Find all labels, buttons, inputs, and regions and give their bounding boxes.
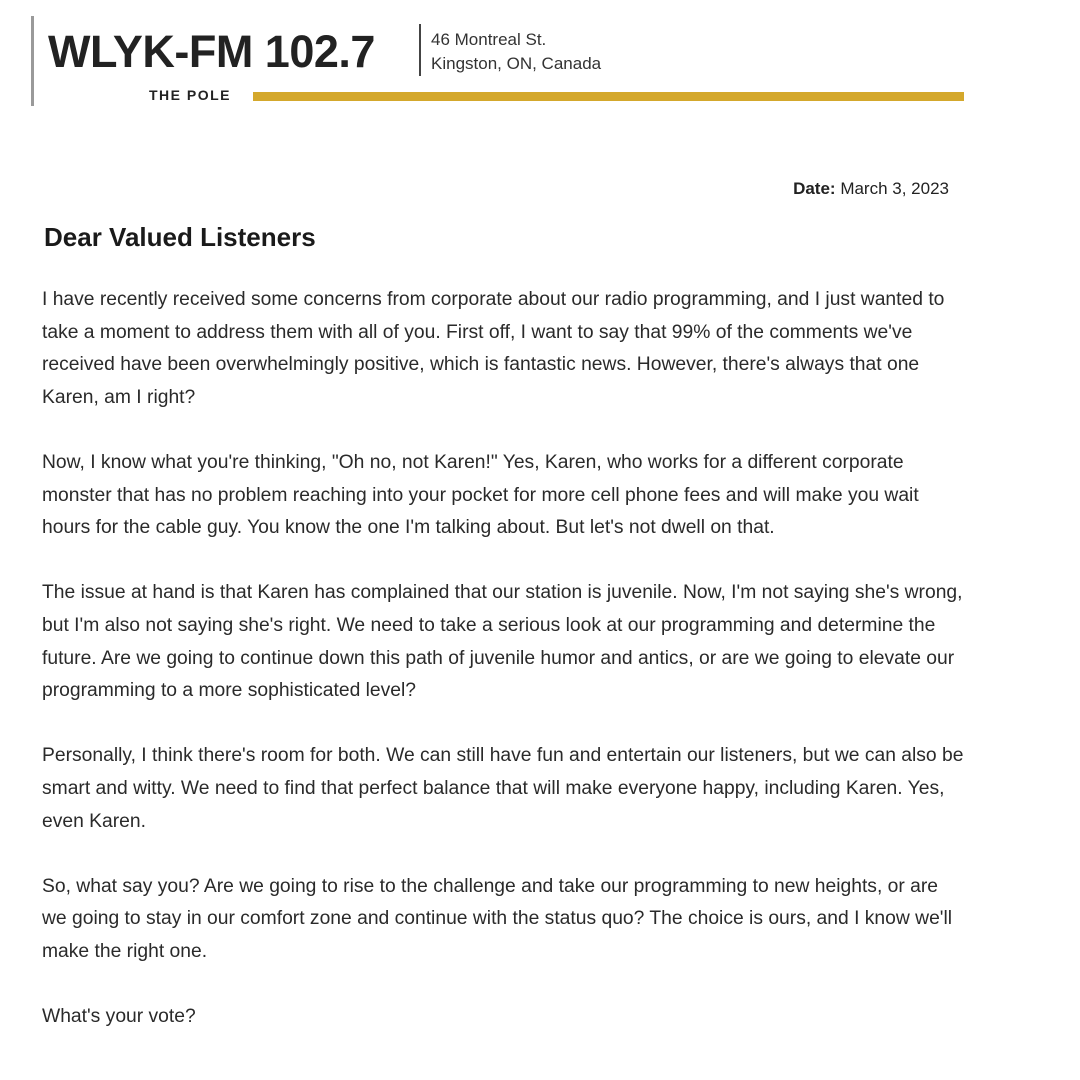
salutation: Dear Valued Listeners	[44, 222, 316, 252]
letter-body	[42, 284, 967, 1066]
body-paragraph: Now, I know what you're thinking, "Oh no, not Karen!" Yes, Karen, who works for a different corporate monster that has no problem reaching into your pocket for more cell phone fees and will make you wait hours for the cable guy. You know the one I'm talking about. But let's not dwell on that.	[42, 451, 919, 539]
address-divider	[419, 24, 421, 76]
header-accent-bar	[253, 92, 964, 101]
body-paragraph: So, what say you? Are we going to rise to the challenge and take our programming to new heights, or are we going to stay in our comfort zone and continue with the status quo? The choice is ours, and I know we'll make the right one.	[42, 875, 953, 962]
body-paragraph: The issue at hand is that Karen has complained that our station is juvenile. Now, I'm not saying she's wrong, but I'm also not saying she's right. We need to take a serious look at our programming and determine the future. Are we going to continue down this path of juvenile humor and antics, or are we going to elevate our programming to a more sophisticated level?	[42, 582, 963, 702]
body-paragraph-closing: What's your vote?	[42, 1006, 196, 1028]
letter-date	[793, 179, 949, 199]
body-paragraph: Personally, I think there's room for both. We can still have fun and entertain our listeners, but we can also be smart and witty. We need to find that perfect balance that will make everyone happy, including Karen. Yes, even Karen.	[42, 745, 964, 832]
address-line-2: Kingston, ON, Canada	[431, 54, 602, 73]
date-value: March 3, 2023	[840, 179, 949, 198]
header-left-rule	[31, 16, 34, 106]
station-address	[431, 28, 601, 76]
date-label: Date:	[793, 179, 836, 198]
station-tagline: THE POLE	[149, 87, 232, 103]
body-paragraph: I have recently received some concerns from corporate about our radio programming, and I just wanted to take a moment to address them with all of you. First off, I want to say that 99% of the comments we've received have been overwhelmingly positive, which is fantastic news. However, there's always that one Karen, am I right?	[42, 289, 945, 408]
station-name: WLYK-FM 102.7	[48, 26, 375, 77]
address-line-1: 46 Montreal St.	[431, 30, 547, 49]
